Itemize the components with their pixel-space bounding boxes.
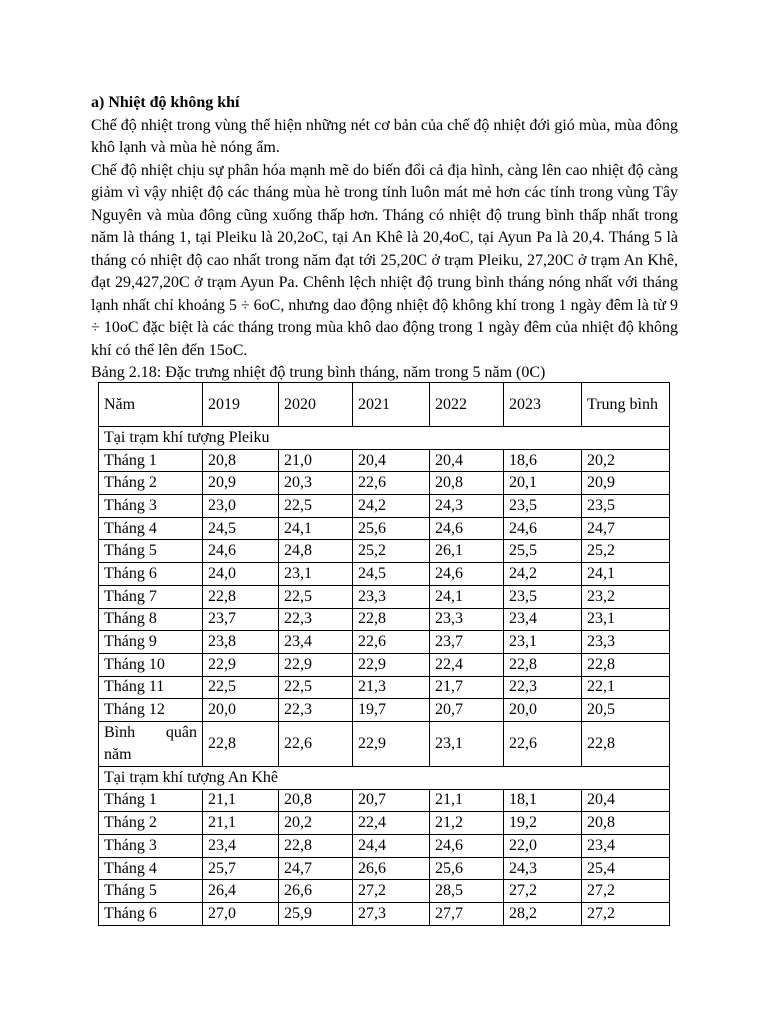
temperature-cell: 27,0: [203, 903, 279, 926]
header-cell: 2023: [504, 383, 582, 427]
header-cell: 2019: [203, 383, 279, 427]
temperature-cell: 20,9: [203, 472, 279, 495]
temperature-cell: 22,8: [279, 835, 353, 858]
month-label: Tháng 8: [99, 608, 203, 631]
temperature-cell: 23,4: [504, 608, 582, 631]
temperature-cell: 28,5: [430, 880, 504, 903]
temperature-table: [98, 382, 670, 926]
temperature-cell: 25,9: [279, 903, 353, 926]
month-label: Tháng 6: [99, 903, 203, 926]
temperature-cell: 24,2: [353, 495, 430, 518]
temperature-cell: 23,4: [582, 835, 670, 858]
month-label: Tháng 9: [99, 631, 203, 654]
annual-average-cell: 22,6: [279, 721, 353, 766]
month-label: Tháng 3: [99, 495, 203, 518]
annual-average-row: [99, 721, 670, 766]
temperature-cell: 20,3: [279, 472, 353, 495]
temperature-cell: 20,4: [582, 789, 670, 812]
temperature-cell: 23,4: [203, 835, 279, 858]
temperature-cell: 27,2: [504, 880, 582, 903]
temperature-cell: 24,4: [353, 835, 430, 858]
temperature-cell: 24,2: [504, 563, 582, 586]
temperature-cell: 22,8: [203, 585, 279, 608]
temperature-cell: 24,1: [279, 517, 353, 540]
temperature-cell: 22,5: [203, 676, 279, 699]
table-row: [99, 789, 670, 812]
table-row: [99, 812, 670, 835]
temperature-cell: 22,6: [353, 472, 430, 495]
annual-average-label: [99, 721, 203, 766]
header-cell: 2020: [279, 383, 353, 427]
temperature-cell: 20,4: [353, 449, 430, 472]
temperature-cell: 19,2: [504, 812, 582, 835]
month-label: Tháng 1: [99, 789, 203, 812]
temperature-cell: 20,0: [203, 699, 279, 722]
temperature-cell: 24,6: [203, 540, 279, 563]
header-cell: 2021: [353, 383, 430, 427]
temperature-cell: 21,0: [279, 449, 353, 472]
temperature-cell: 20,8: [582, 812, 670, 835]
temperature-cell: 21,1: [430, 789, 504, 812]
table-row: [99, 608, 670, 631]
temperature-cell: 23,5: [504, 495, 582, 518]
annual-average-cell: 22,6: [504, 721, 582, 766]
month-label: Tháng 2: [99, 812, 203, 835]
temperature-cell: 20,2: [582, 449, 670, 472]
month-label: Tháng 5: [99, 880, 203, 903]
temperature-cell: 22,6: [353, 631, 430, 654]
temperature-cell: 26,4: [203, 880, 279, 903]
month-label: Tháng 1: [99, 449, 203, 472]
temperature-cell: 23,5: [582, 495, 670, 518]
temperature-cell: 18,1: [504, 789, 582, 812]
temperature-cell: 22,5: [279, 495, 353, 518]
table-row: [99, 585, 670, 608]
temperature-cell: 22,8: [353, 608, 430, 631]
station-title-row: [99, 766, 670, 789]
temperature-cell: 22,4: [353, 812, 430, 835]
temperature-cell: 23,0: [203, 495, 279, 518]
temperature-cell: 23,3: [582, 631, 670, 654]
annual-average-cell: 22,8: [582, 721, 670, 766]
header-cell: 2022: [430, 383, 504, 427]
temperature-cell: 22,5: [279, 676, 353, 699]
table-body: [99, 383, 670, 926]
temperature-cell: 24,8: [279, 540, 353, 563]
temperature-cell: 24,1: [430, 585, 504, 608]
month-label: Tháng 5: [99, 540, 203, 563]
temperature-cell: 23,1: [504, 631, 582, 654]
temperature-cell: 20,2: [279, 812, 353, 835]
temperature-cell: 25,2: [353, 540, 430, 563]
temperature-cell: 24,3: [504, 857, 582, 880]
month-label: Tháng 10: [99, 653, 203, 676]
header-cell: Năm: [99, 383, 203, 427]
temperature-cell: 24,5: [353, 563, 430, 586]
temperature-cell: 19,7: [353, 699, 430, 722]
temperature-cell: 24,7: [582, 517, 670, 540]
temperature-cell: 20,7: [430, 699, 504, 722]
station-title: Tại trạm khí tượng An Khê: [99, 766, 670, 789]
table-row: [99, 653, 670, 676]
temperature-cell: 25,2: [582, 540, 670, 563]
temperature-cell: 21,7: [430, 676, 504, 699]
month-label: Tháng 2: [99, 472, 203, 495]
temperature-cell: 24,1: [582, 563, 670, 586]
temperature-cell: 21,2: [430, 812, 504, 835]
temperature-cell: 26,6: [279, 880, 353, 903]
temperature-cell: 27,2: [582, 903, 670, 926]
temperature-cell: 22,4: [430, 653, 504, 676]
temperature-cell: 24,0: [203, 563, 279, 586]
temperature-cell: 20,8: [279, 789, 353, 812]
temperature-cell: 22,8: [504, 653, 582, 676]
temperature-cell: 20,0: [504, 699, 582, 722]
temperature-cell: 22,0: [504, 835, 582, 858]
paragraph-1: Chế độ nhiệt trong vùng thể hiện những nét cơ bản của chế độ nhiệt đới gió mùa, mùa đông khô lạnh và mùa hè nóng ẩm.: [91, 116, 678, 156]
temperature-cell: 23,1: [279, 563, 353, 586]
temperature-cell: 22,9: [203, 653, 279, 676]
month-label: Tháng 6: [99, 563, 203, 586]
temperature-cell: 18,6: [504, 449, 582, 472]
table-row: [99, 495, 670, 518]
temperature-cell: 21,1: [203, 789, 279, 812]
month-label: Tháng 11: [99, 676, 203, 699]
temperature-cell: 24,6: [504, 517, 582, 540]
temperature-cell: 20,8: [430, 472, 504, 495]
temperature-cell: 21,1: [203, 812, 279, 835]
table-header-row: [99, 383, 670, 427]
table-row: [99, 472, 670, 495]
temperature-cell: 27,2: [353, 880, 430, 903]
table-row: [99, 631, 670, 654]
temperature-cell: 28,2: [504, 903, 582, 926]
table-row: [99, 563, 670, 586]
temperature-cell: 24,3: [430, 495, 504, 518]
table-row: [99, 517, 670, 540]
temperature-cell: 23,3: [353, 585, 430, 608]
temperature-cell: 20,8: [203, 449, 279, 472]
temperature-cell: 22,8: [582, 653, 670, 676]
table-row: [99, 699, 670, 722]
annual-average-cell: 22,8: [203, 721, 279, 766]
annual-label-word: quân: [165, 723, 197, 741]
temperature-cell: 26,6: [353, 857, 430, 880]
annual-label-word: năm: [104, 745, 132, 763]
temperature-cell: 23,4: [279, 631, 353, 654]
temperature-cell: 24,6: [430, 563, 504, 586]
temperature-cell: 27,7: [430, 903, 504, 926]
temperature-cell: 20,5: [582, 699, 670, 722]
table-row: [99, 857, 670, 880]
temperature-cell: 25,6: [353, 517, 430, 540]
temperature-cell: 27,2: [582, 880, 670, 903]
temperature-cell: 23,2: [582, 585, 670, 608]
temperature-cell: 21,3: [353, 676, 430, 699]
temperature-cell: 23,3: [430, 608, 504, 631]
section-heading: a) Nhiệt độ không khí: [91, 94, 240, 111]
month-label: Tháng 4: [99, 517, 203, 540]
station-title-row: [99, 427, 670, 450]
temperature-cell: 25,6: [430, 857, 504, 880]
annual-label-word: Bình: [104, 723, 136, 741]
temperature-cell: 20,7: [353, 789, 430, 812]
paragraph-2: Chế độ nhiệt chịu sự phân hóa mạnh mẽ do biến đổi cả địa hình, càng lên cao nhiệt độ càng giảm vì vậy nhiệt độ các tháng mùa hè trong tỉnh luôn mát mẻ hơn các tỉnh trong vùng Tây Nguyên và mùa đông cũng xuống thấp hơn. Tháng có nhiệt độ trung bình thấp nhất trong năm là tháng 1, tại Pleiku là 20,2oC, tại An Khê là 20,4oC, tại Ayun Pa là 20,4. Tháng 5 là tháng có nhiệt độ cao nhất trong năm đạt tới 25,20C ở trạm Pleiku, 27,20C ở trạm An Khê, đạt 29,427,20C ở trạm Ayun Pa. Chênh lệch nhiệt độ trung bình tháng nóng nhất với tháng lạnh nhất chỉ khoảng 5 ÷ 6oC, nhưng dao động nhiệt độ không khí trong 1 ngày đêm là từ 9 ÷ 10oC đặc biệt là các tháng trong mùa khô dao động trong 1 ngày đêm của nhiệt độ không khí có thể lên đến 15oC.: [91, 161, 678, 359]
temperature-cell: 22,1: [582, 676, 670, 699]
annual-average-cell: 23,1: [430, 721, 504, 766]
temperature-cell: 25,5: [504, 540, 582, 563]
table-row: [99, 449, 670, 472]
annual-average-cell: 22,9: [353, 721, 430, 766]
table-row: [99, 676, 670, 699]
temperature-cell: 22,3: [279, 608, 353, 631]
temperature-cell: 20,1: [504, 472, 582, 495]
document-page: [91, 92, 678, 385]
table-row: [99, 880, 670, 903]
temperature-cell: 23,5: [504, 585, 582, 608]
temperature-cell: 20,9: [582, 472, 670, 495]
temperature-cell: 24,7: [279, 857, 353, 880]
temperature-cell: 24,6: [430, 517, 504, 540]
temperature-cell: 24,5: [203, 517, 279, 540]
table-row: [99, 835, 670, 858]
temperature-cell: 22,3: [504, 676, 582, 699]
temperature-cell: 25,7: [203, 857, 279, 880]
temperature-cell: 23,8: [203, 631, 279, 654]
temperature-cell: 25,4: [582, 857, 670, 880]
month-label: Tháng 3: [99, 835, 203, 858]
header-cell: Trung bình: [582, 383, 670, 427]
station-title: Tại trạm khí tượng Pleiku: [99, 427, 670, 450]
temperature-cell: 23,1: [582, 608, 670, 631]
table-row: [99, 540, 670, 563]
table-caption: Bảng 2.18: Đặc trưng nhiệt độ trung bình tháng, năm trong 5 năm (0C): [91, 364, 546, 381]
temperature-cell: 27,3: [353, 903, 430, 926]
temperature-cell: 22,9: [279, 653, 353, 676]
temperature-cell: 22,9: [353, 653, 430, 676]
temperature-cell: 24,6: [430, 835, 504, 858]
temperature-cell: 23,7: [203, 608, 279, 631]
month-label: Tháng 12: [99, 699, 203, 722]
temperature-cell: 26,1: [430, 540, 504, 563]
table-row: [99, 903, 670, 926]
temperature-cell: 20,4: [430, 449, 504, 472]
temperature-cell: 22,3: [279, 699, 353, 722]
month-label: Tháng 7: [99, 585, 203, 608]
month-label: Tháng 4: [99, 857, 203, 880]
temperature-cell: 23,7: [430, 631, 504, 654]
temperature-cell: 22,5: [279, 585, 353, 608]
